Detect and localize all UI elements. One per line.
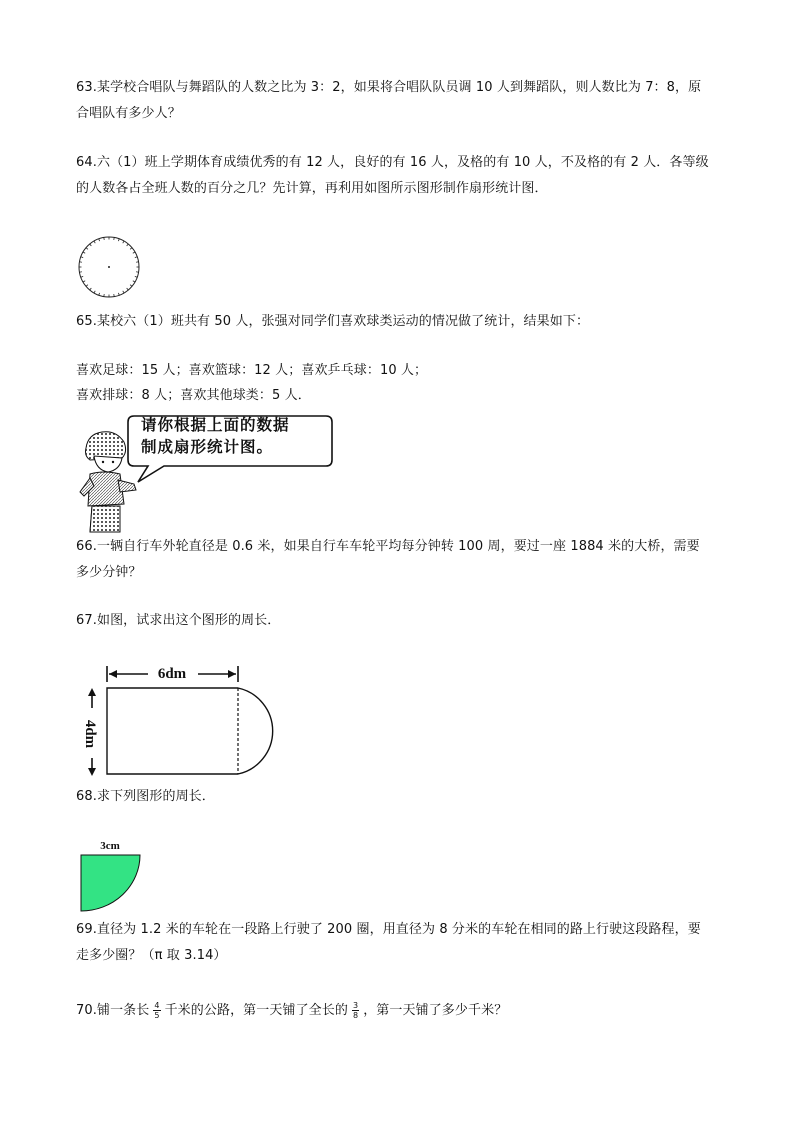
q70-suffix: ，第一天铺了多少千米？: [363, 1003, 508, 1018]
circle-tick: [99, 293, 100, 295]
circle-tick: [86, 285, 88, 287]
circle-tick: [135, 257, 137, 258]
circle-tick: [94, 241, 95, 243]
q65-line1: 65.某校六（1）班共有 50 人，张强对同学们喜欢球类运动的情况做了统计，结果如下：: [76, 314, 590, 329]
circle-tick: [127, 244, 129, 246]
circle-tick: [130, 285, 132, 287]
speech-bubble-line1: 请你根据上面的数据: [141, 416, 290, 434]
q66-line1: 66.一辆自行车外轮直径是 0.6 米，如果自行车车轮平均每分钟转 100 周，要过一座 1884 米的大桥，需要: [76, 539, 700, 554]
q64-line1: 64.六（1）班上学期体育成绩优秀的有 12 人，良好的有 16 人，及格的有 10 人，不及格的有 2 人．各等级: [76, 155, 709, 170]
circle-tick: [90, 244, 92, 246]
blank-pie-circle: [76, 234, 142, 300]
q70-text: [76, 998, 726, 1024]
height-label: 4dm: [82, 719, 98, 749]
q67-text: 67.如图，试求出这个图形的周长．: [76, 613, 281, 628]
q68-text: 68.求下列图形的周长．: [76, 789, 215, 804]
q66-line2: 多少分钟？: [76, 565, 142, 580]
rect-semicircle-figure: [76, 660, 296, 784]
circle-tick: [118, 293, 119, 295]
circle-tick: [81, 276, 83, 277]
q65-line2: 喜欢足球：15 人；喜欢篮球：12 人；喜欢乒乓球：10 人；: [76, 363, 428, 378]
q69-line2: 走多少圈？（π 取 3.14）: [76, 948, 227, 963]
q63-line2: 合唱队有多少人？: [76, 106, 181, 121]
width-label: 6dm: [157, 666, 187, 682]
circle-tick: [94, 291, 95, 293]
speech-bubble-line2: 制成扇形统计图。: [141, 438, 274, 456]
circle-tick: [86, 248, 88, 250]
circle-tick: [133, 281, 135, 282]
circle-tick: [130, 248, 132, 250]
circle-tick: [118, 239, 119, 241]
fraction-three-eighths: $\frac{3}{8}$: [352, 1001, 359, 1020]
quarter-circle-figure: [78, 836, 148, 916]
q70-middle: 千米的公路，第一天铺了全长的: [164, 1003, 348, 1018]
circle-tick: [83, 281, 85, 282]
q63-line1: 63.某学校合唱队与舞蹈队的人数之比为 3：2，如果将合唱队队员调 10 人到舞蹈队，则人数比为 7：8，原: [76, 80, 702, 95]
circle-tick: [90, 288, 92, 290]
circle-tick: [99, 239, 100, 241]
q70-prefix: 70.铺一条长: [76, 1003, 150, 1018]
fraction-four-fifths: $\frac{4}{5}$: [154, 1001, 160, 1020]
q64-line2: 的人数各占全班人数的百分之几？先计算，再利用如图所示图形制作扇形统计图．: [76, 181, 548, 196]
q69-line1: 69.直径为 1.2 米的车轮在一段路上行驶了 200 圈，用直径为 8 分米的车轮在相同的路上行驶这段路程，要: [76, 922, 701, 937]
circle-tick: [123, 291, 124, 293]
circle-tick: [83, 252, 85, 253]
circle-tick: [135, 276, 137, 277]
circle-tick: [127, 288, 129, 290]
radius-label: 3cm: [100, 840, 120, 852]
circle-tick: [123, 241, 124, 243]
circle-tick: [133, 252, 135, 253]
circle-tick: [81, 257, 83, 258]
q65-line3: 喜欢排球：8 人；喜欢其他球类：5 人．: [76, 388, 311, 403]
